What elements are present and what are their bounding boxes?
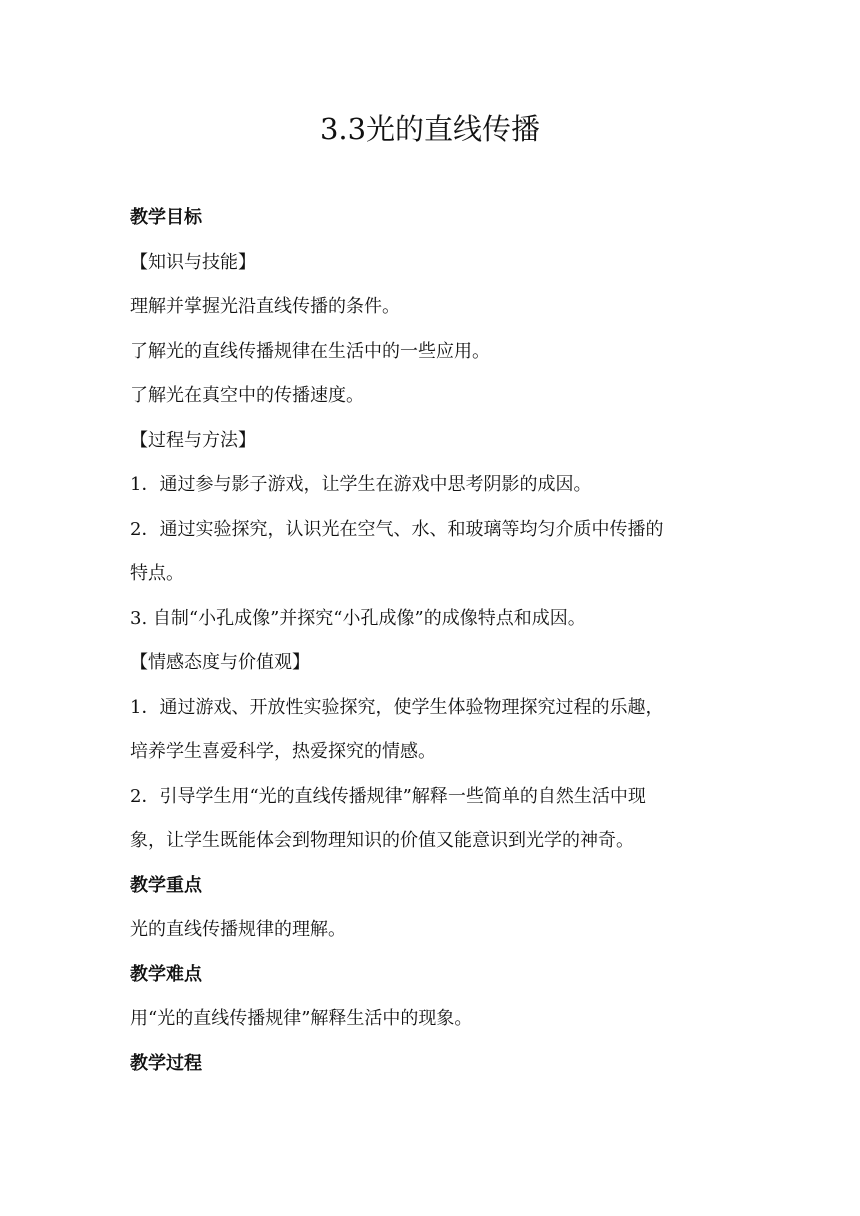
process-item: 2．通过实验探究，认识光在空气、水、和玻璃等均匀介质中传播的 [130,518,664,540]
teaching-process-heading: 教学过程 [130,1052,202,1074]
goals-heading: 教学目标 [130,207,202,228]
emotion-item: 2．引导学生用“光的直线传播规律”解释一些简单的自然生活中现 [130,785,646,807]
knowledge-item: 理解并掌握光沿直线传播的条件。 [130,296,400,317]
process-item: 1．通过参与影子游戏，让学生在游戏中思考阴影的成因。 [130,474,592,495]
knowledge-item: 了解光的直线传播规律在生活中的一些应用。 [130,340,490,362]
emotion-heading: 【情感态度与价值观】 [130,652,310,673]
process-item: 特点。 [130,563,184,584]
knowledge-heading: 【知识与技能】 [130,251,256,273]
page-title: 3.3光的直线传播 [319,112,541,146]
process-item: 3. 自制“小孔成像”并探究“小孔成像”的成像特点和成因。 [130,607,586,629]
difficulty-heading: 教学难点 [130,963,202,985]
key-heading: 教学重点 [130,874,202,896]
emotion-item: 象，让学生既能体会到物理知识的价值又能意识到光学的神奇。 [130,830,634,851]
knowledge-item: 了解光在真空中的传播速度。 [130,385,364,406]
emotion-item: 1．通过游戏、开放性实验探究，使学生体验物理探究过程的乐趣， [130,696,664,718]
document-body [130,196,730,1086]
process-heading: 【过程与方法】 [130,429,256,451]
difficulty-text: 用“光的直线传播规律”解释生活中的现象。 [130,1008,473,1029]
emotion-item: 培养学生喜爱科学，热爱探究的情感。 [130,741,436,762]
key-text: 光的直线传播规律的理解。 [130,919,346,940]
